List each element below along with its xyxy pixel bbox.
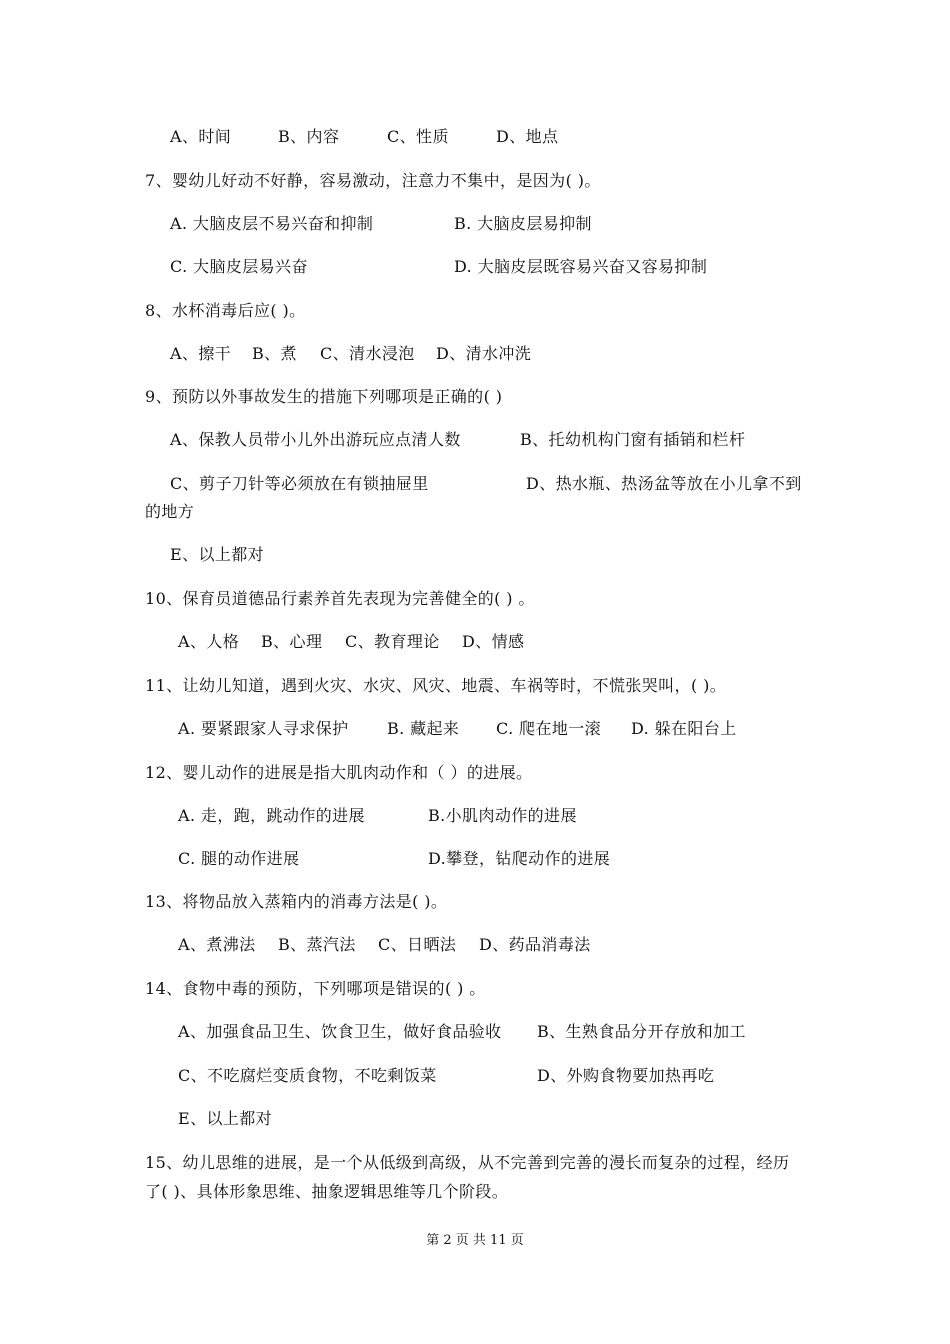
q11-option-c: C. 爬在地一滚: [496, 719, 602, 738]
q12-stem: 12、婴儿动作的进展是指大肌肉动作和（ ）的进展。: [145, 763, 533, 782]
q11-option-a: A. 要紧跟家人寻求保护: [178, 719, 349, 738]
q9-option-d: D、热水瓶、热汤盆等放在小儿拿不到: [526, 474, 802, 493]
q13-stem: 13、将物品放入蒸箱内的消毒方法是( )。: [145, 892, 448, 911]
q13-option-a: A、煮沸法: [178, 935, 256, 954]
q10-option-a: A、人格: [178, 632, 240, 651]
q6-option-a: A、时间: [170, 127, 232, 146]
q9-stem: 9、预防以外事故发生的措施下列哪项是正确的( ): [145, 387, 503, 406]
q14-option-e: E、以上都对: [178, 1109, 273, 1128]
q12-option-b: B.小肌肉动作的进展: [428, 806, 577, 825]
q8-option-b: B、煮: [252, 344, 297, 363]
q6-option-c: C、性质: [387, 127, 449, 146]
q11-option-d: D. 躲在阳台上: [631, 719, 737, 738]
q10-stem: 10、保育员道德品行素养首先表现为完善健全的( ) 。: [145, 589, 535, 608]
q11-option-b: B. 藏起来: [387, 719, 460, 738]
q7-stem: 7、婴幼儿好动不好静，容易激动，注意力不集中，是因为( )。: [145, 171, 601, 190]
q10-option-b: B、心理: [261, 632, 323, 651]
q12-option-c: C. 腿的动作进展: [178, 849, 300, 868]
q7-option-c: C. 大脑皮层易兴奋: [170, 257, 308, 276]
q14-stem: 14、食物中毒的预防，下列哪项是错误的( ) 。: [145, 979, 486, 998]
q13-option-b: B、蒸汽法: [278, 935, 356, 954]
q11-stem: 11、让幼儿知道，遇到火灾、水灾、风灾、地震、车祸等时，不慌张哭叫，( )。: [145, 676, 727, 695]
q9-option-d-continued: 的地方: [145, 502, 195, 521]
q15-stem-continued: 了( )、具体形象思维、抽象逻辑思维等几个阶段。: [145, 1182, 509, 1201]
q9-option-a: A、保教人员带小儿外出游玩应点清人数: [170, 430, 461, 449]
q14-option-a: A、加强食品卫生、饮食卫生，做好食品验收: [178, 1022, 502, 1041]
q7-option-b: B. 大脑皮层易抑制: [454, 214, 592, 233]
q7-option-a: A. 大脑皮层不易兴奋和抑制: [170, 214, 374, 233]
q6-option-b: B、内容: [278, 127, 340, 146]
q8-option-d: D、清水冲洗: [436, 344, 532, 363]
q8-stem: 8、水杯消毒后应( )。: [145, 301, 306, 320]
q8-option-a: A、擦干: [170, 344, 232, 363]
q9-option-b: B、托幼机构门窗有插销和栏杆: [520, 430, 746, 449]
q10-option-d: D、情感: [462, 632, 525, 651]
q7-option-d: D. 大脑皮层既容易兴奋又容易抑制: [454, 257, 708, 276]
page-footer: 第 2 页 共 11 页: [426, 1233, 524, 1248]
q15-stem: 15、幼儿思维的进展，是一个从低级到高级，从不完善到完善的漫长而复杂的过程，经历: [145, 1153, 790, 1172]
q12-option-d: D.攀登，钻爬动作的进展: [428, 849, 611, 868]
q13-option-d: D、药品消毒法: [479, 935, 591, 954]
q14-option-b: B、生熟食品分开存放和加工: [537, 1022, 746, 1041]
q8-option-c: C、清水浸泡: [320, 344, 415, 363]
q12-option-a: A. 走，跑，跳动作的进展: [178, 806, 365, 825]
q14-option-d: D、外购食物要加热再吃: [537, 1066, 715, 1085]
q13-option-c: C、日晒法: [378, 935, 457, 954]
q9-option-e: E、以上都对: [170, 545, 265, 564]
q9-option-c: C、剪子刀针等必须放在有锁抽屉里: [170, 474, 429, 493]
q6-option-d: D、地点: [496, 127, 559, 146]
q14-option-c: C、不吃腐烂变质食物，不吃剩饭菜: [178, 1066, 437, 1085]
q10-option-c: C、教育理论: [345, 632, 440, 651]
